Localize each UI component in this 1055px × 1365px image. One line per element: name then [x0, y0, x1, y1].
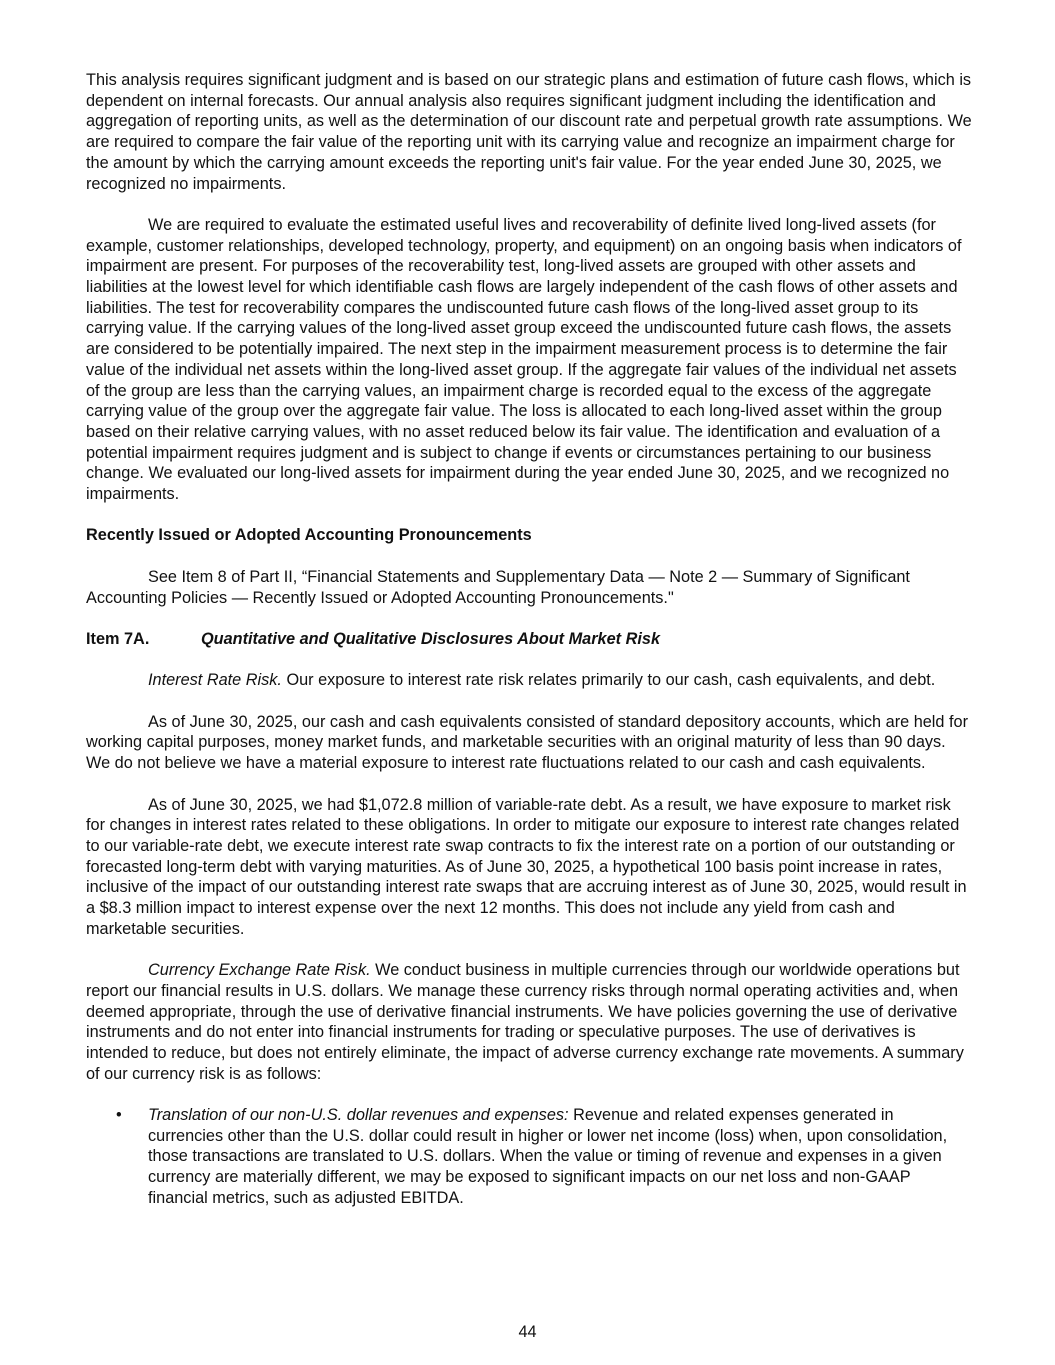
translation-text: Revenue and related expenses generated in currencies other than the U.S. dollar could result in higher or lower net income (loss) when, upon consolidation, those transactions are translated to U.S. dollars. When the value or timing of revenue and expenses in a given currency are materially different, we may be exposed to significant impacts on our net loss and non-GAAP financial metrics, such as adjusted EBITDA.: [148, 1106, 948, 1207]
paragraph-variable-rate-debt: As of June 30, 2025, we had $1,072.8 million of variable-rate debt. As a result, we have exposure to market risk for changes in interest rates related to these obligations. In order to mitigate our exposure to interest rate changes related to our variable-rate debt, we execute interest rate swap contracts to fix the interest rate on a portion of our outstanding or forecasted long-term debt with varying maturities. As of June 30, 2025, a hypothetical 100 basis point increase in rates, inclusive of the impact of our outstanding interest rate swaps that are accruing interest as of June 30, 2025, would result in a $8.3 million impact to interest expense over the next 12 months. This does not include any yield from cash and marketable securities.: [86, 795, 967, 938]
paragraph-impairment-analysis: This analysis requires significant judgment and is based on our strategic plans and estimation of future cash flows, which is dependent on internal forecasts. Our annual analysis also requires significant judgment including the identification and aggregation of reporting units, as well as the determination of our discount rate and perpetual growth rate assumptions. We are required to compare the fair value of the reporting unit with its carrying value and recognize an impairment charge for the amount by which the carrying amount exceeds the reporting unit's fair value. For the year ended June 30, 2025, we recognized no impairments.: [86, 71, 972, 193]
item-number: Item 7A.: [86, 629, 150, 648]
translation-label: Translation of our non-U.S. dollar revenues and expenses:: [148, 1106, 569, 1125]
list-item-translation: [86, 1105, 972, 1209]
paragraph-currency-risk: [86, 960, 972, 1084]
currency-risk-label: Currency Exchange Rate Risk.: [148, 961, 371, 980]
interest-rate-risk-label: Interest Rate Risk.: [148, 671, 282, 690]
paragraph-see-item-8: See Item 8 of Part II, “Financial Statements and Supplementary Data — Note 2 — Summary of Significant Accounting Policies — Recently Issued or Adopted Accounting Pronouncements.": [86, 567, 910, 607]
paragraph-long-lived-assets: We are required to evaluate the estimated useful lives and recoverability of definite lived long-lived assets (for example, customer relationships, developed technology, property, and equipment) on an ongoing basis when indicators of impairment are present. For purposes of the recoverability test, long-lived assets are grouped with other assets and liabilities at the lowest level for which identifiable cash flows are largely independent of the cash flows of other assets and liabilities. The test for recoverability compares the undiscounted future cash flows of the long-lived asset group to its carrying value. If the carrying values of the long-lived asset group exceed the undiscounted future cash flows, the assets are considered to be potentially impaired. The next step in the impairment measurement process is to determine the fair value of the individual net assets within the long-lived asset group. If the aggregate fair values of the individual net assets of the group are less than the carrying values, an impairment charge is recorded equal to the excess of the aggregate carrying value of the group over the aggregate fair value. The loss is allocated to each long-lived asset within the group based on their relative carrying values, with no asset reduced below its fair value. The identification and evaluation of a potential impairment requires judgment and is subject to change if events or circumstances pertaining to our business change. We evaluated our long-lived assets for impairment during the year ended June 30, 2025, and we recognized no impairments.: [86, 215, 962, 504]
bullet-marker: •: [116, 1106, 122, 1125]
paragraph-cash-equivalents: As of June 30, 2025, our cash and cash equivalents consisted of standard depository accounts, which are held for working capital purposes, money market funds, and marketable securities with an original maturity of less than 90 days. We do not believe we have a material exposure to interest rate fluctuations related to our cash and cash equivalents.: [86, 712, 968, 773]
paragraph-interest-rate-risk: [86, 670, 972, 691]
document-body: [86, 70, 972, 1209]
page-number: 44: [518, 1323, 537, 1341]
interest-rate-risk-text: Our exposure to interest rate risk relates primarily to our cash, cash equivalents, and debt.: [281, 671, 936, 690]
item-title: Quantitative and Qualitative Disclosures About Market Risk: [201, 629, 661, 648]
section-heading-recent-pronouncements: Recently Issued or Adopted Accounting Pronouncements: [86, 526, 532, 545]
item-7a-heading: [86, 629, 972, 650]
currency-risk-text: We conduct business in multiple currencies through our worldwide operations but report our financial results in U.S. dollars. We manage these currency risks through normal operating activities and, when deemed appropriate, through the use of derivative financial instruments. We have policies governing the use of derivative instruments and do not enter into financial instruments for trading or speculative purposes. The use of derivatives is intended to reduce, but does not entirely eliminate, the impact of adverse currency exchange rate movements. A summary of our currency risk is as follows:: [86, 961, 964, 1083]
